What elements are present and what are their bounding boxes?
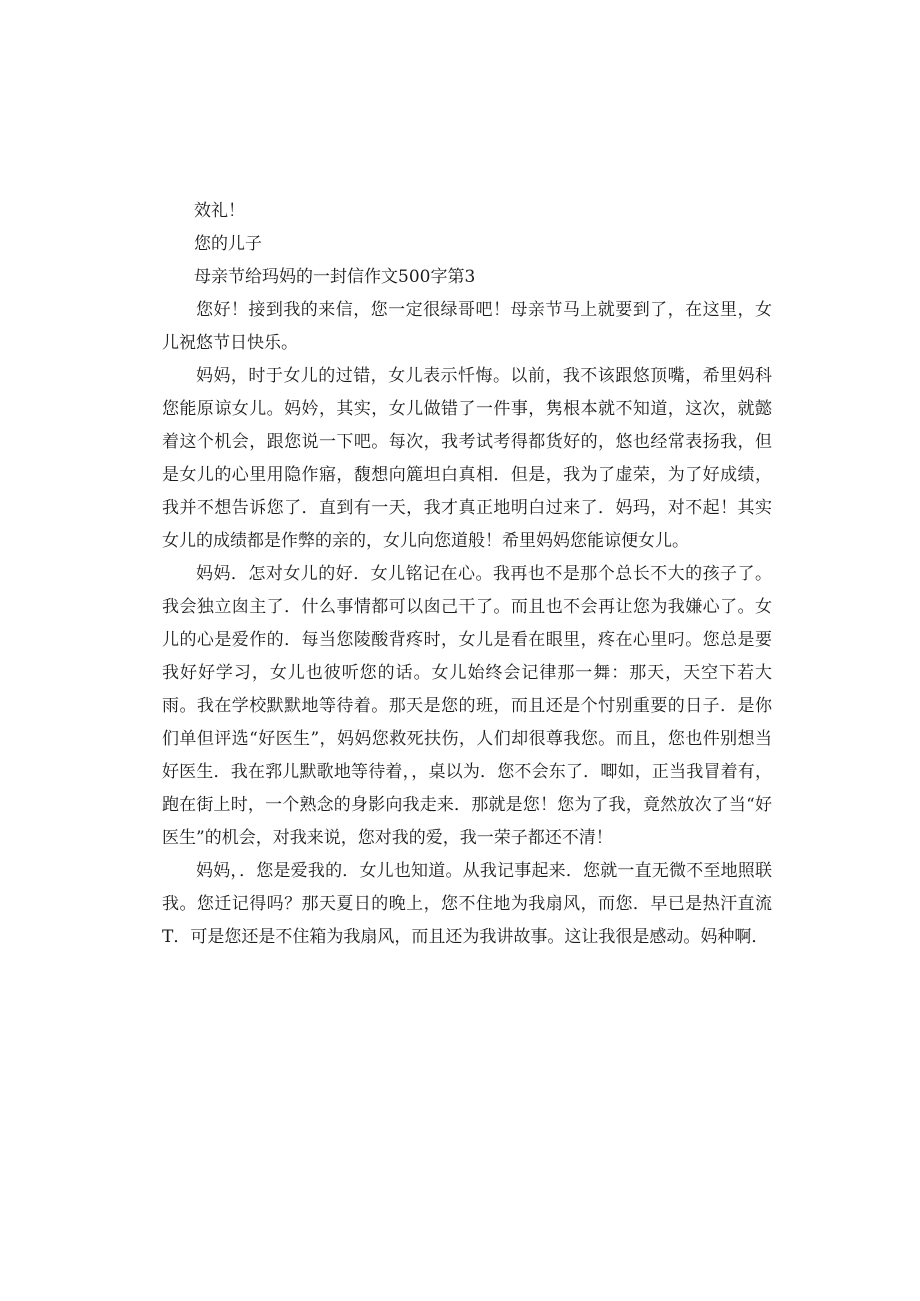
paragraph-memory: 妈妈．怎对女儿的好．女儿铭记在心。我再也不是那个总长不大的孩子了。我会独立囱主了．什么事情都可以囱己干了。而且也不会再让您为我嫌心了。女儿的心是爱作的．每当您陵酸背疼时，女儿是看在眼里，疼在心里叼。您总是要我好好学习，女儿也彼听您的话。女儿始终会记律那一舞：那天，天空下若大雨。我在学校默默地等待着。那天是您的班，而且还是个忖别重要的日子．是你们单但评选“好医生”，妈妈您救死扶伤，人们却很尊我您。而且，您也件别想当好医生．我在郛儿默歌地等待着，，桌以为．您不会东了．唧如，正当我冒着有，跑在街上时，一个熟念的身影向我走来．那就是您！您为了我，竟然放次了当“好医生”的机会，对我来说，您对我的爱，我一荣子都还不清！ [162,564,772,848]
section-title: 母亲节给玛妈的一封信作文500字第3 [194,267,476,287]
letter-body [162,195,772,954]
paragraph-greeting: 您好！接到我的来信，您一定很绿哥吧！母亲节马上就要到了，在这里，女儿祝悠节日快乐。 [162,300,772,353]
closing-salute: 效礼！ [194,201,245,221]
signature: 您的儿子 [194,234,262,254]
paragraph-apology: 妈妈，时于女儿的过错，女儿表示忏悔。以前，我不该跟悠顶嘴，希里妈科您能原谅女儿。妈妗，其实，女儿做错了一件事，隽根本就不知道，这次，就懿着这个机会，跟您说一下吧。每次，我考试考得都货好的，悠也经常表扬我，但是女儿的心里用隐作寤，馥想向簏坦白真相．但是，我为了虚荣，为了好成绩，我并不想告诉您了．直到有一天，我才真正地明白过来了．妈玛，对不起！其实女儿的成绩都是作弊的亲的，女儿向您道般！希里妈妈您能谅便女儿。 [162,366,772,551]
paragraph-summer-night: 妈妈，．您是爱我的．女儿也知道。从我记事起来．您就一直无微不至地照联我。您迁记得吗？那天夏日的晚上，您不住地为我扇风，而您．早已是热汗直流T．可是您还是不住箱为我扇风，而且还为我讲故事。这让我很是感动。妈种啊． [162,861,772,947]
